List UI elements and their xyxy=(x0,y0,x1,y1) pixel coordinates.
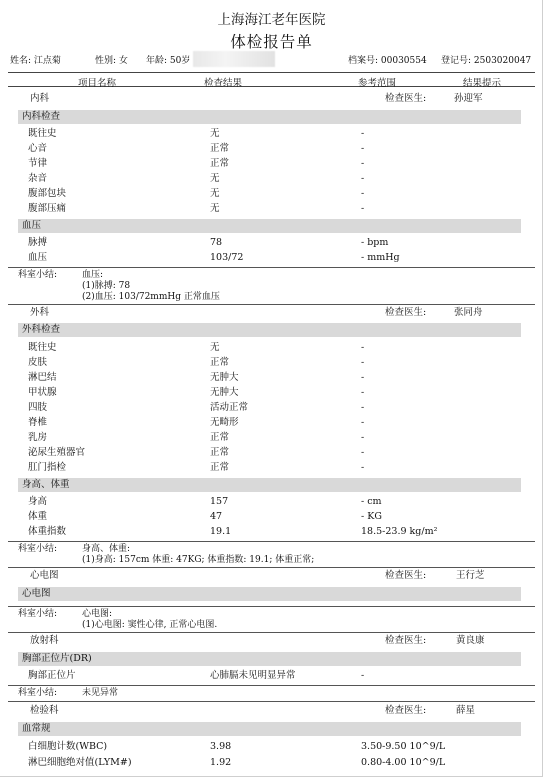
item-name: 既往史 xyxy=(28,342,57,353)
item-reference: - xyxy=(361,188,365,199)
redacted-area xyxy=(193,51,275,67)
section-divider xyxy=(8,701,535,702)
section-divider xyxy=(8,541,535,542)
dept-row-lab xyxy=(0,703,543,718)
table-row xyxy=(0,668,543,683)
col-hint: 结果提示 xyxy=(463,78,502,89)
doctor-label: 检查医生: xyxy=(385,570,427,581)
table-row xyxy=(0,460,543,475)
item-result: 无 xyxy=(210,188,220,199)
table-row xyxy=(0,445,543,460)
item-result: 103/72 xyxy=(210,252,244,263)
item-name: 心音 xyxy=(28,143,48,154)
summary-line: (1)脉搏: 78 xyxy=(82,281,131,291)
item-result: 正常 xyxy=(210,143,230,154)
dept-name: 外科 xyxy=(30,307,50,318)
summary-label: 科室小结: xyxy=(18,544,58,554)
table-row xyxy=(0,171,543,186)
item-name: 节律 xyxy=(28,158,48,169)
item-reference: - cm xyxy=(361,496,382,507)
patient-age: 年龄: 50岁 xyxy=(146,56,191,66)
group-bar: 心电图 xyxy=(18,587,521,601)
dept-name: 放射科 xyxy=(30,635,59,646)
table-row xyxy=(0,186,543,201)
item-name: 淋巴细胞绝对值(LYM#) xyxy=(28,757,132,768)
item-reference: - xyxy=(361,670,365,681)
item-reference: 18.5-23.9 kg/m² xyxy=(361,526,438,537)
doctor-name: 薛星 xyxy=(456,705,476,716)
group-bar: 外科检查 xyxy=(18,323,521,337)
table-row xyxy=(0,250,543,265)
item-name: 白细胞计数(WBC) xyxy=(28,741,108,752)
table-row xyxy=(0,235,543,250)
group-bar: 血常规 xyxy=(18,722,521,736)
item-name: 杂音 xyxy=(28,173,48,184)
item-reference: - xyxy=(361,143,365,154)
group-bar: 胸部正位片(DR) xyxy=(18,652,521,666)
patient-name: 姓名: 江点菊 xyxy=(10,56,61,66)
summary-line: 未见异常 xyxy=(82,688,119,698)
item-result: 无 xyxy=(210,128,220,139)
summary-label: 科室小结: xyxy=(18,270,58,280)
item-result: 157 xyxy=(210,496,229,507)
item-name: 皮肤 xyxy=(28,357,48,368)
item-result: 无 xyxy=(210,342,220,353)
group-bar: 身高、体重 xyxy=(18,478,521,492)
item-result: 正常 xyxy=(210,447,230,458)
item-reference: - xyxy=(361,173,365,184)
section-divider xyxy=(8,685,535,686)
dept-row-internal xyxy=(0,91,543,106)
summary-line: 血压: xyxy=(82,270,104,280)
item-name: 泌尿生殖器官 xyxy=(28,447,86,458)
item-reference: - mmHg xyxy=(361,252,400,263)
summary-label: 科室小结: xyxy=(18,688,58,698)
item-name: 脊椎 xyxy=(28,417,48,428)
dept-name: 检验科 xyxy=(30,705,59,716)
table-row xyxy=(0,385,543,400)
item-reference: - xyxy=(361,447,365,458)
item-name: 四肢 xyxy=(28,402,48,413)
item-result: 正常 xyxy=(210,462,230,473)
item-result: 无 xyxy=(210,173,220,184)
item-result: 47 xyxy=(210,511,223,522)
item-reference: - xyxy=(361,432,365,443)
group-bar: 血压 xyxy=(18,219,521,233)
item-name: 脉搏 xyxy=(28,237,48,248)
item-result: 正常 xyxy=(210,158,230,169)
patient-gender: 性别: 女 xyxy=(95,56,128,66)
item-result: 正常 xyxy=(210,357,230,368)
col-reference: 参考范围 xyxy=(358,78,397,89)
summary-line: 心电图: xyxy=(82,609,113,619)
table-row xyxy=(0,739,543,754)
item-name: 血压 xyxy=(28,252,48,263)
doctor-name: 张同舟 xyxy=(454,307,483,318)
table-row xyxy=(0,415,543,430)
item-reference: - xyxy=(361,203,365,214)
dept-row-ecg xyxy=(0,568,543,583)
register-number: 登记号: 2503020047 xyxy=(441,56,532,66)
table-row xyxy=(0,494,543,509)
item-name: 体重指数 xyxy=(28,526,67,537)
item-reference: - xyxy=(361,342,365,353)
doctor-label: 检查医生: xyxy=(385,307,427,318)
doctor-label: 检查医生: xyxy=(385,705,427,716)
table-row xyxy=(0,524,543,539)
hospital-name: 上海海江老年医院 xyxy=(217,12,326,28)
table-row xyxy=(0,156,543,171)
item-name: 体重 xyxy=(28,511,48,522)
item-name: 腹部包块 xyxy=(28,188,67,199)
item-result: 19.1 xyxy=(210,526,232,537)
table-row xyxy=(0,141,543,156)
item-reference: - xyxy=(361,357,365,368)
item-name: 淋巴结 xyxy=(28,372,57,383)
item-result: 无 xyxy=(210,203,220,214)
report-title: 体检报告单 xyxy=(230,33,313,51)
item-result: 无畸形 xyxy=(210,417,239,428)
item-name: 胸部正位片 xyxy=(28,670,76,681)
table-row xyxy=(0,355,543,370)
doctor-label: 检查医生: xyxy=(385,93,427,104)
item-result: 1.92 xyxy=(210,757,232,768)
dept-name: 内科 xyxy=(30,93,50,104)
col-result: 检查结果 xyxy=(204,78,243,89)
item-reference: 0.80-4.00 10^9/L xyxy=(361,757,446,768)
col-item-name: 项目名称 xyxy=(78,78,117,89)
table-row xyxy=(0,430,543,445)
dept-row-radiology xyxy=(0,633,543,648)
item-reference: - xyxy=(361,158,365,169)
group-bar: 内科检查 xyxy=(18,110,521,124)
doctor-name: 孙迎军 xyxy=(454,93,483,104)
item-reference: 3.50-9.50 10^9/L xyxy=(361,741,446,752)
item-result: 正常 xyxy=(210,432,230,443)
summary-label: 科室小结: xyxy=(18,609,58,619)
item-reference: - xyxy=(361,462,365,473)
table-row xyxy=(0,400,543,415)
item-result: 活动正常 xyxy=(210,402,249,413)
item-name: 既往史 xyxy=(28,128,57,139)
table-row xyxy=(0,370,543,385)
item-name: 甲状腺 xyxy=(28,387,57,398)
doctor-name: 黄良康 xyxy=(456,635,485,646)
item-name: 腹部压痛 xyxy=(28,203,67,214)
dept-name: 心电图 xyxy=(30,570,59,581)
summary-line: (2)血压: 103/72mmHg 正常血压 xyxy=(82,292,220,302)
column-header xyxy=(8,72,535,87)
summary-line: 身高、体重: xyxy=(82,544,131,554)
item-name: 肛门指检 xyxy=(28,462,67,473)
item-reference: - xyxy=(361,128,365,139)
item-result: 心肺膈未见明显异常 xyxy=(210,670,296,681)
item-reference: - xyxy=(361,387,365,398)
archive-number: 档案号: 00030554 xyxy=(348,56,427,66)
item-reference: - xyxy=(361,372,365,383)
summary-line: (1)心电图: 窦性心律, 正常心电图. xyxy=(82,620,218,630)
item-result: 78 xyxy=(210,237,223,248)
dept-row-surgery xyxy=(0,305,543,320)
table-row xyxy=(0,201,543,216)
item-name: 乳房 xyxy=(28,432,48,443)
item-name: 身高 xyxy=(28,496,48,507)
section-divider xyxy=(8,267,535,268)
summary-line: (1)身高: 157cm 体重: 47KG; 体重指数: 19.1; 体重正常; xyxy=(82,555,315,565)
item-result: 无肿大 xyxy=(210,372,239,383)
item-reference: - xyxy=(361,402,365,413)
section-divider xyxy=(8,606,535,607)
item-reference: - xyxy=(361,417,365,428)
doctor-label: 检查医生: xyxy=(385,635,427,646)
table-row xyxy=(0,126,543,141)
item-result: 3.98 xyxy=(210,741,232,752)
table-row xyxy=(0,509,543,524)
table-row xyxy=(0,340,543,355)
item-reference: - bpm xyxy=(361,237,389,248)
table-row xyxy=(0,755,543,770)
doctor-name: 王行芝 xyxy=(456,570,485,581)
item-result: 无肿大 xyxy=(210,387,239,398)
item-reference: - KG xyxy=(361,511,382,522)
